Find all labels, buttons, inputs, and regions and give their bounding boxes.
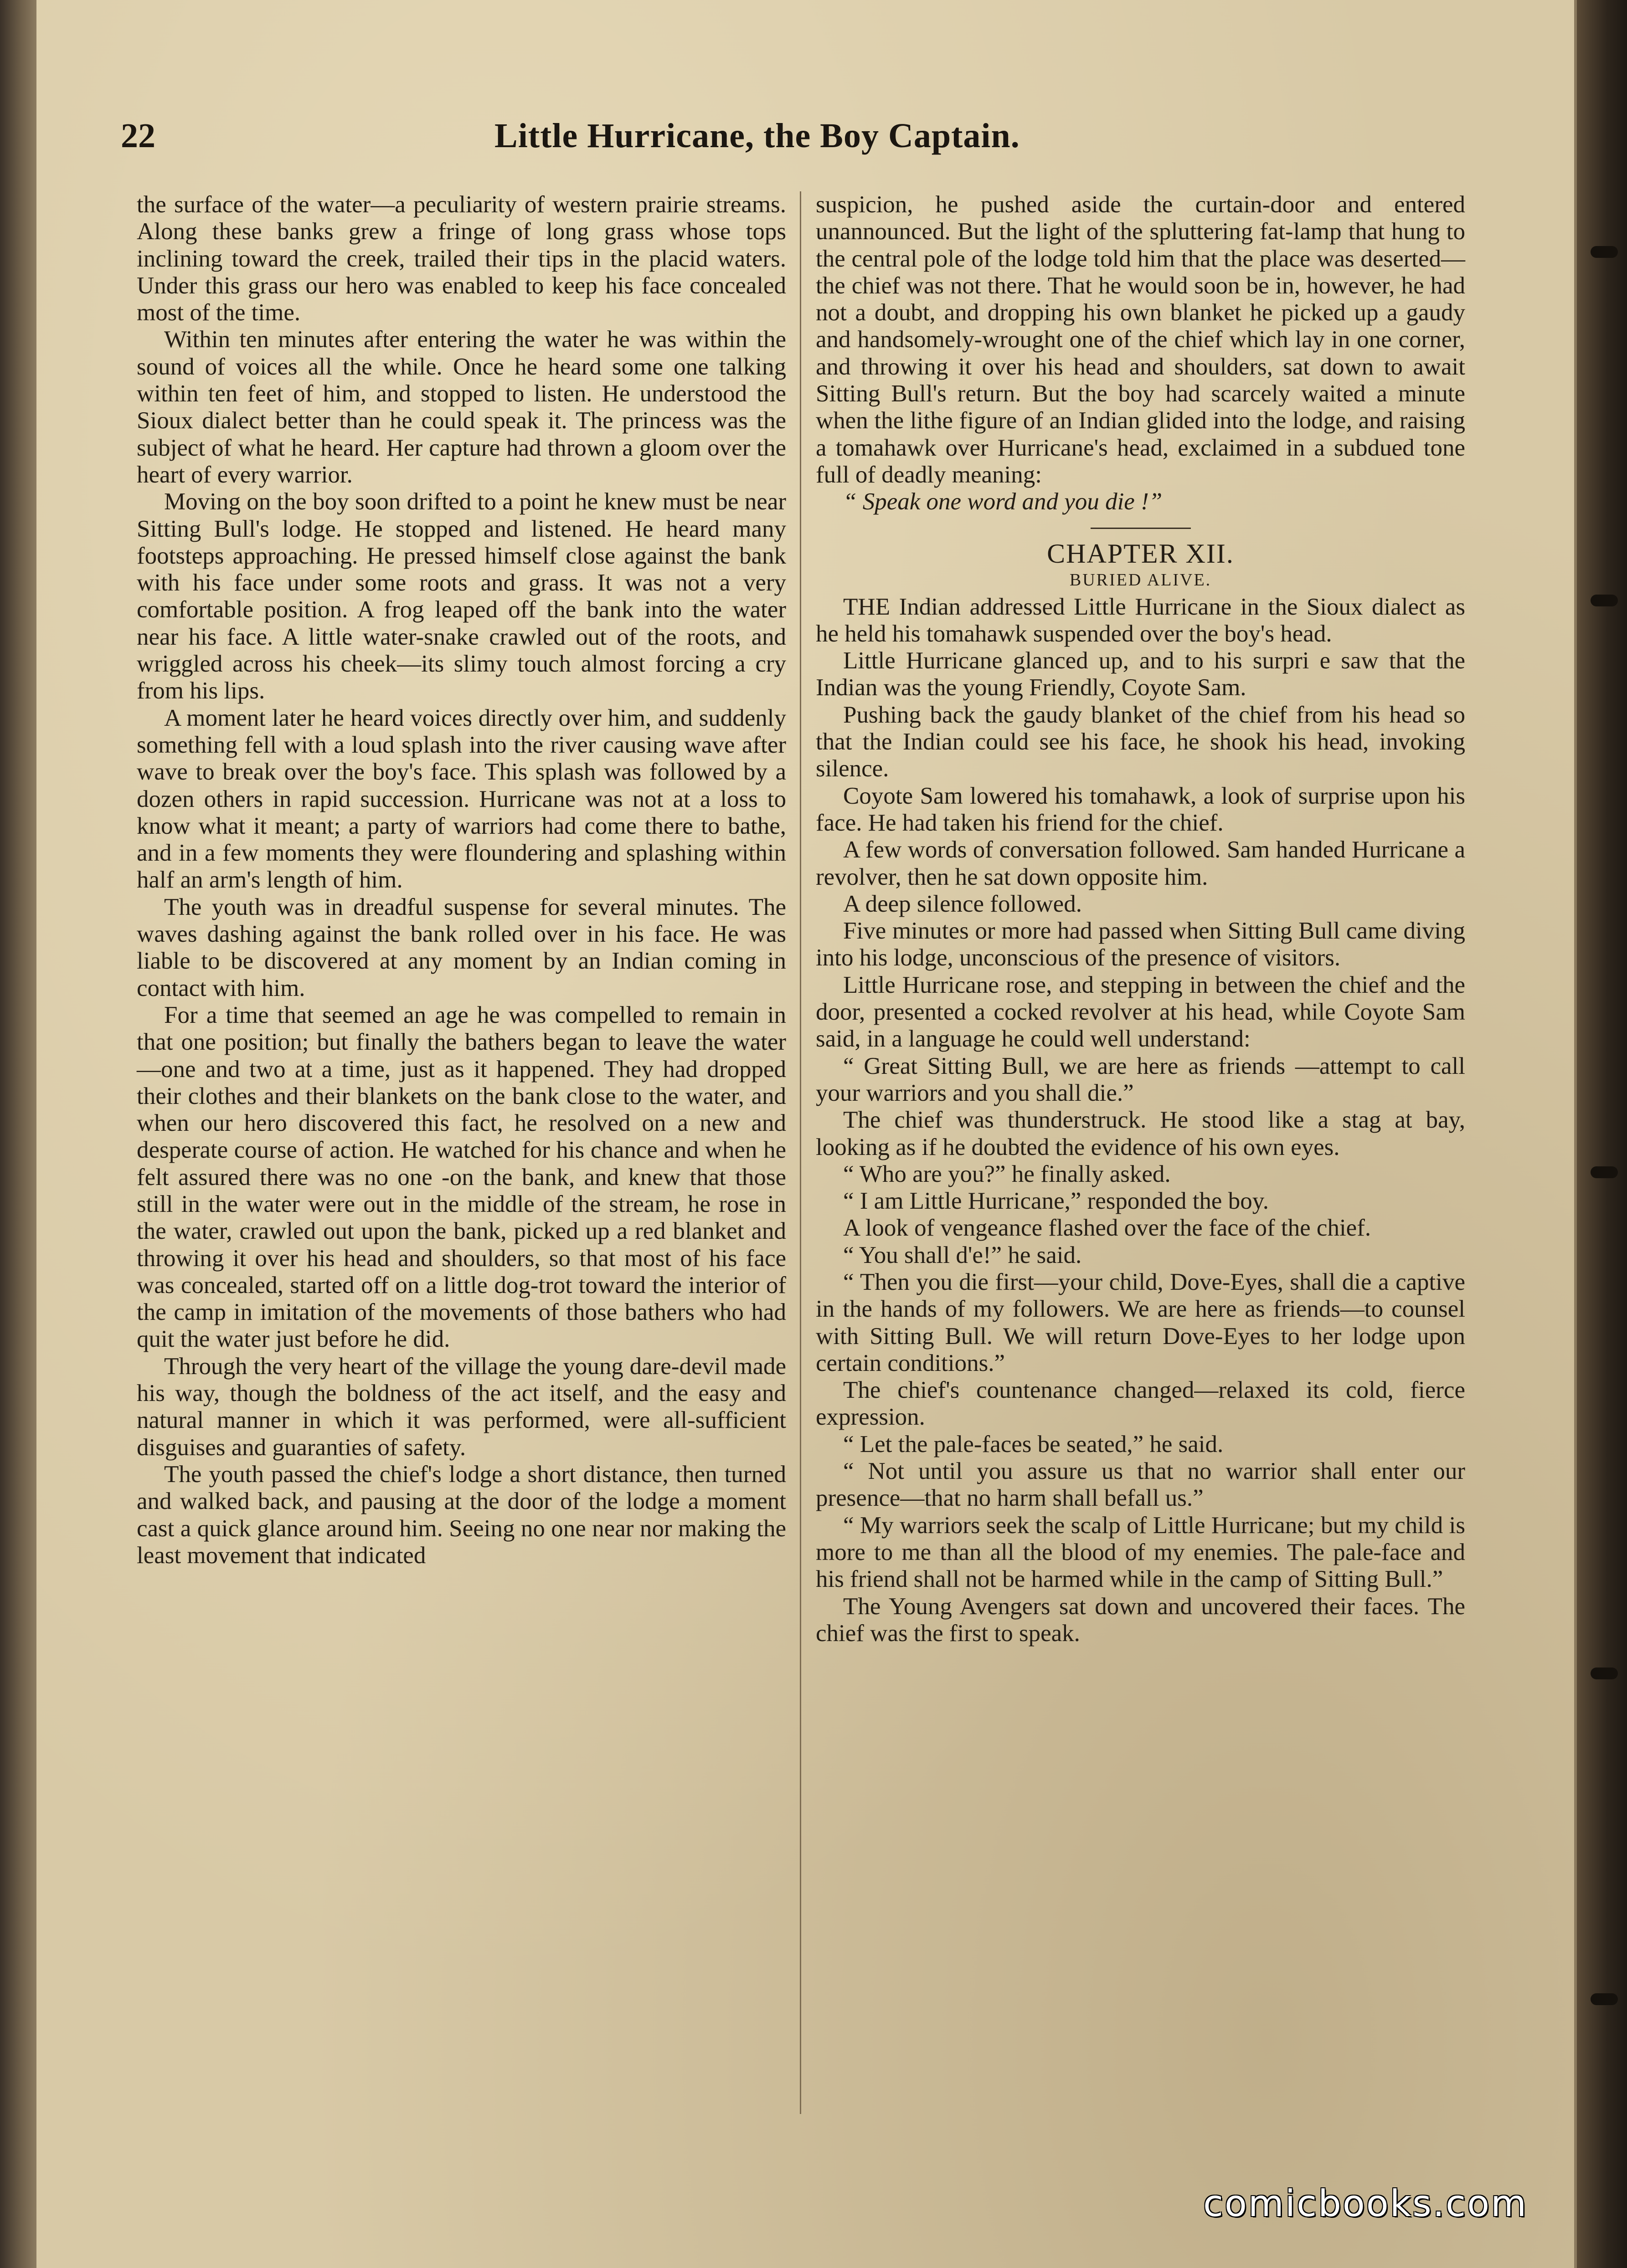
paragraph: “ Not until you assure us that no warrior shall enter our presence—that no harm shall befall us.” xyxy=(816,1458,1465,1512)
paragraph: Little Hurricane glanced up, and to his surpri e saw that the Indian was the young Friendly, Coyote Sam. xyxy=(816,647,1465,701)
chapter-subheading: BURIED ALIVE. xyxy=(1069,570,1212,590)
quote-line: “ Speak one word and you die !” xyxy=(843,488,1163,515)
paragraph: suspicion, he pushed aside the curtain-door and entered unannounced. But the light of the spluttering fat-lamp that hung to the central pole of the lodge told him that the place was deserted—the chief was not there. That he would soon be in, however, he had not a doubt, and dropping his own blanket he picked up a gaudy and handsomely-wrought one of the chief which lay in one corner, and throwing it over his head and shoulders, sat down to await Sitting Bull's return. But the boy had scarcely waited a minute when the lithe figure of an Indian glided into the lodge, and raising a tomahawk over Hurricane's head, exclaimed in a subdued tone full of deadly meaning: xyxy=(816,191,1465,488)
paragraph: The youth passed the chief's lodge a short distance, then turned and walked back, and pausing at the door of the lodge a moment cast a quick glance around him. Seeing no one near nor making the least movement that indicated xyxy=(137,1461,786,1569)
paragraph: A deep silence followed. xyxy=(843,890,1082,917)
page-number: 22 xyxy=(121,117,155,155)
right-column xyxy=(816,191,1465,1647)
paragraph: “ Then you die first—your child, Dove-Eyes, shall die a captive in the hands of my followers. We are here as friends—to counsel with Sitting Bull. We will return Dove-Eyes to her lodge upon certain conditions.” xyxy=(816,1268,1465,1376)
paragraph: The Young Avengers sat down and uncovered their faces. The chief was the first to speak. xyxy=(816,1593,1465,1647)
binding-stitch xyxy=(1591,1993,1618,2005)
left-column xyxy=(137,191,786,1569)
paragraph: Within ten minutes after entering the water he was within the sound of voices all the while. Once he heard some one talking within ten feet of him, and stopped to listen. He understood the Sioux dialect better than he could speak it. The princess was the subject of what he heard. Her capture had thrown a gloom over the heart of every warrior. xyxy=(137,326,786,488)
page-header xyxy=(121,116,1506,166)
chapter-heading: CHAPTER XII. xyxy=(1047,538,1234,569)
paragraph: Five minutes or more had passed when Sitting Bull came diving into his lodge, unconscious of the presence of visitors. xyxy=(816,918,1465,971)
binding-stitch xyxy=(1591,595,1618,606)
paragraph: “ I am Little Hurricane,” responded the boy. xyxy=(843,1188,1269,1215)
paragraph: Coyote Sam lowered his tomahawk, a look of surprise upon his face. He had taken his friend for the chief. xyxy=(816,782,1465,836)
chapter-rule xyxy=(1091,528,1191,529)
paragraph: A look of vengeance flashed over the face of the chief. xyxy=(843,1215,1371,1242)
paragraph: THE Indian addressed Little Hurricane in the Sioux dialect as he held his tomahawk suspended over the boy's head. xyxy=(816,593,1465,647)
paragraph: “ Who are you?” he finally asked. xyxy=(843,1160,1171,1187)
paragraph: “ You shall d'e!” he said. xyxy=(843,1242,1082,1268)
paragraph: Through the very heart of the village the young dare-devil made his way, though the boldness of the act itself, and the easy and natural manner in which it was performed, were all-sufficient disguises and guaranties of safety. xyxy=(137,1353,786,1461)
paragraph: “ Great Sitting Bull, we are here as friends —attempt to call your warriors and you shall die.” xyxy=(816,1052,1465,1106)
paragraph: the surface of the water—a peculiarity of western prairie streams. Along these banks grew a fringe of long grass whose tops inclining toward the creek, trailed their tips in the placid waters. Under this grass our hero was enabled to keep his face concealed most of the time. xyxy=(137,191,786,326)
paragraph: A few words of conversation followed. Sam handed Hurricane a revolver, then he sat down opposite him. xyxy=(816,836,1465,890)
running-title: Little Hurricane, the Boy Captain. xyxy=(494,117,1020,155)
binding-stitch xyxy=(1591,1166,1618,1178)
binding-stitch xyxy=(1591,246,1618,258)
binding-spine xyxy=(1577,0,1627,2268)
paragraph: For a time that seemed an age he was compelled to remain in that one position; but finally the bathers began to leave the water—one and two at a time, just as it happened. They had dropped their clothes and their blankets on the bank close to the water, and when our hero discovered this fact, he resolved on a new and desperate course of action. He watched for his chance and when he felt assured there was no one -on the bank, and knew that those still in the water were out in the middle of the stream, he rose in the water, crawled out upon the bank, picked up a red blanket and throwing it over his head and shoulders, so that most of his face was concealed, started off on a little dog-trot toward the interior of the camp in imitation of the movements of those bathers who had quit the water just before he did. xyxy=(137,1001,786,1353)
paragraph: “ Let the pale-faces be seated,” he said. xyxy=(843,1431,1224,1457)
paragraph: The chief's countenance changed—relaxed its cold, fierce expression. xyxy=(816,1377,1465,1431)
paragraph: A moment later he heard voices directly over him, and suddenly something fell with a loud splash into the river causing wave after wave to break over the boy's face. This splash was followed by a dozen others in rapid succession. Hurricane was not at a loss to know what it meant; a party of warriors had come there to bathe, and in a few moments they were floundering and splashing within half an arm's length of him. xyxy=(137,704,786,893)
paragraph: The chief was thunderstruck. He stood like a stag at bay, looking as if he doubted the evidence of his own eyes. xyxy=(816,1107,1465,1160)
site-watermark: comicbooks.com xyxy=(1203,2182,1528,2225)
paragraph: Moving on the boy soon drifted to a point he knew must be near Sitting Bull's lodge. He stopped and listened. He heard many footsteps approaching. He pressed himself close against the bank with his face under some roots and grass. It was not a very comfortable position. A frog leaped off the bank into the water near his face. A little water-snake crawled out of the roots, and wriggled across his cheek—its slimy touch almost forcing a cry from his lips. xyxy=(137,488,786,704)
binding-stitch xyxy=(1591,1668,1618,1679)
paragraph: “ My warriors seek the scalp of Little Hurricane; but my child is more to me than all the blood of my enemies. The pale-face and his friend shall not be harmed while in the camp of Sitting Bull.” xyxy=(816,1512,1465,1593)
paragraph: The youth was in dreadful suspense for several minutes. The waves dashing against the bank rolled over in his face. He was liable to be discovered at any moment by an Indian coming in contact with him. xyxy=(137,893,786,1001)
paragraph: Little Hurricane rose, and stepping in between the chief and the door, presented a cocked revolver at his head, while Coyote Sam said, in a language he could well understand: xyxy=(816,971,1465,1052)
paragraph: Pushing back the gaudy blanket of the chief from his head so that the Indian could see his face, he shook his head, invoking silence. xyxy=(816,701,1465,782)
column-divider xyxy=(800,191,801,2114)
